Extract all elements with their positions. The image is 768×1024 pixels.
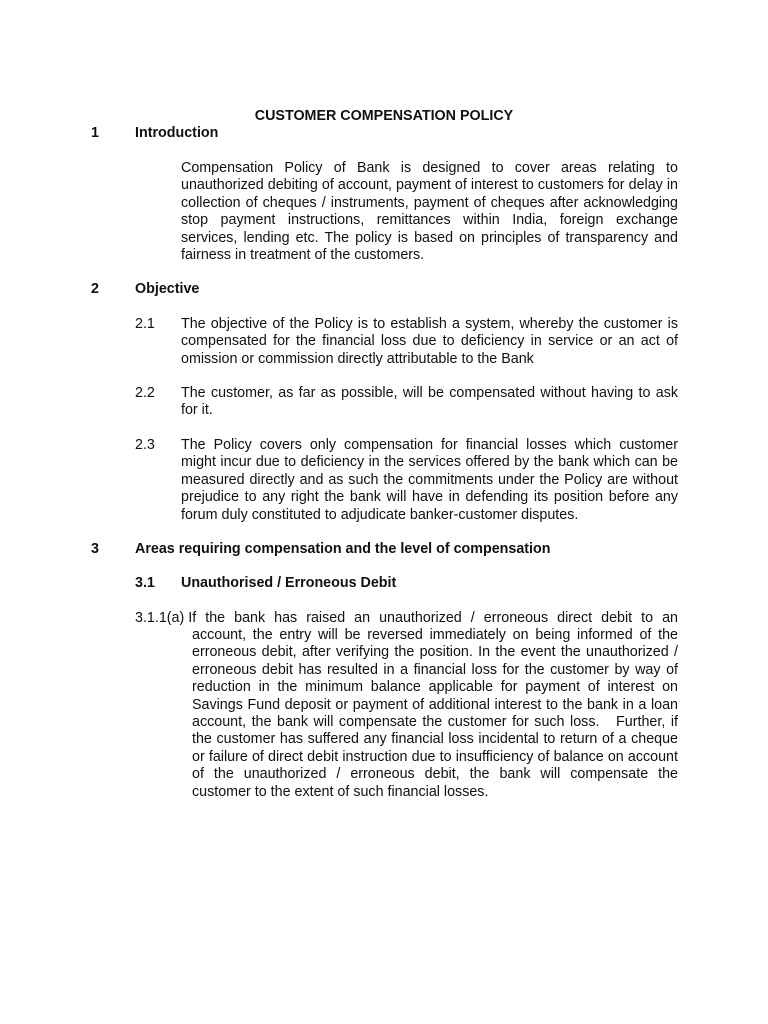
- page-title: CUSTOMER COMPENSATION POLICY: [254, 108, 514, 124]
- section-title: Introduction: [135, 125, 219, 141]
- section-number: 1: [91, 125, 99, 141]
- section-1-body: Compensation Policy of Bank is designed to cover areas relating to unauthorized debiting of account, payment of interest to customers for delay in collection of cheques / instruments, payment of cheques after acknowledging stop payment instructions, remittances within India, foreign exchange services, lending etc. The policy is based on principles of transparency and fairness in treatment of the customers.: [181, 160, 678, 264]
- subsection-number: 3.1: [135, 575, 155, 591]
- subsection-title: Unauthorised / Erroneous Debit: [181, 575, 397, 591]
- item-text: The Policy covers only compensation for financial losses which customer might incur due to deficiency in the services offered by the bank which can be measured directly and as such the commitments under the Policy are without prejudice to any right the bank will have in defending its position before any forum duly constituted to adjudicate banker-customer disputes.: [181, 437, 678, 523]
- item-number: 2.2: [135, 385, 155, 401]
- clause-body: account, the entry will be reversed immediately on being informed of the erroneous debit, after verifying the position. In the event the unauthorized / erroneous debit has resulted in a financial loss for the customer by way of reduction in the minimum balance applicable for payment of interest on Savings Fund deposit or payment of additional interest to the bank in a loan account, the bank will compensate the customer for such loss. Further, if the customer has suffered any financial loss incidental to return of a cheque or failure of direct debit instruction due to insufficiency of balance on account of the unauthorized / erroneous debit, the bank will compensate the customer to the extent of such financial losses.: [192, 627, 682, 800]
- item-number: 2.1: [135, 316, 155, 332]
- section-title: Objective: [135, 281, 200, 297]
- clause-number: 3.1.1(a): [135, 610, 185, 626]
- section-number: 2: [91, 281, 99, 297]
- item-text: The customer, as far as possible, will be compensated without having to ask for it.: [181, 385, 678, 419]
- item-text: The objective of the Policy is to establish a system, whereby the customer is compensated for the financial loss due to deficiency in service or an act of omission or commission directly attributable to the Bank: [181, 316, 678, 367]
- item-number: 2.3: [135, 437, 155, 453]
- section-title: Areas requiring compensation and the level of compensation: [135, 541, 551, 557]
- section-number: 3: [91, 541, 99, 557]
- clause-first-line: [135, 610, 678, 627]
- clause-first-line-text: If the bank has raised an unauthorized / erroneous direct debit to an: [188, 610, 678, 626]
